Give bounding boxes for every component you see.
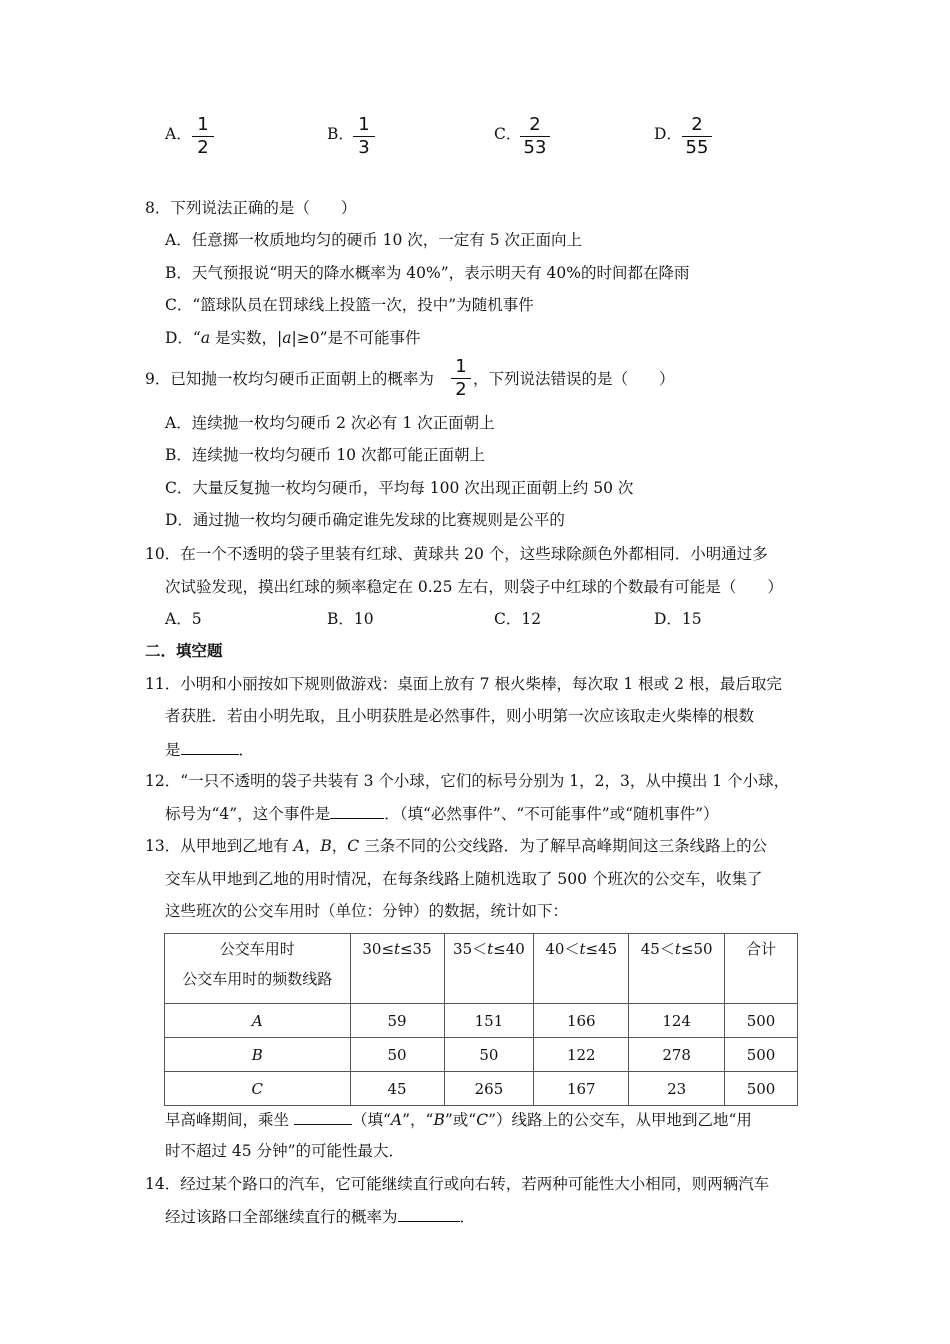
q13-line2: 交车从甲地到乙地的用时情况，在每条线路上随机选取了 500 个班次的公交车，收集了 bbox=[165, 870, 763, 888]
table-cell: 166 bbox=[534, 1004, 629, 1038]
table-cell: 278 bbox=[629, 1038, 725, 1072]
var-t: t bbox=[394, 940, 401, 958]
answer-blank[interactable] bbox=[398, 1205, 460, 1222]
answer-blank[interactable] bbox=[181, 738, 239, 755]
var-t: t bbox=[579, 940, 586, 958]
column-header bbox=[350, 934, 444, 1004]
route-cell: B bbox=[165, 1038, 351, 1072]
denominator: 2 bbox=[455, 379, 467, 400]
route-c: C bbox=[476, 1111, 489, 1129]
frequency-table bbox=[164, 933, 798, 1106]
text: 13．从甲地到乙地有 bbox=[145, 837, 294, 855]
text: 45＜ bbox=[640, 940, 675, 958]
var-a: a bbox=[282, 329, 292, 347]
var-t: t bbox=[674, 940, 681, 958]
q7-option-b-label: B． bbox=[327, 125, 354, 143]
q9-option-c: C．大量反复抛一枚均匀硬币，平均每 100 次出现正面朝上约 50 次 bbox=[165, 479, 634, 497]
denominator: 3 bbox=[358, 137, 370, 158]
text: ， bbox=[304, 837, 321, 855]
text: ”或“ bbox=[444, 1111, 477, 1129]
numerator: 1 bbox=[197, 114, 209, 135]
q10-option-a: A．5 bbox=[165, 610, 202, 628]
text: ． bbox=[459, 1208, 476, 1226]
q13-after-line2: 时不超过 45 分钟”的可能性最大． bbox=[165, 1142, 405, 1160]
q8-option-b: B．天气预报说“明天的降水概率为 40%”，表示明天有 40%的时间都在降雨 bbox=[165, 264, 690, 282]
denominator: 2 bbox=[197, 137, 209, 158]
text: （填“ bbox=[351, 1111, 391, 1129]
table-cell: 45 bbox=[350, 1072, 444, 1106]
total-cell: 500 bbox=[725, 1004, 798, 1038]
text: ≤45 bbox=[585, 940, 618, 958]
q7-option-c-fraction bbox=[520, 115, 550, 158]
q7-option-b-fraction bbox=[353, 115, 375, 158]
text: ≤35 bbox=[400, 940, 432, 958]
total-cell: 500 bbox=[725, 1038, 798, 1072]
text: ， bbox=[331, 837, 348, 855]
table-cell: 167 bbox=[534, 1072, 629, 1106]
route-b: B bbox=[320, 837, 332, 855]
column-header bbox=[534, 934, 629, 1004]
text: ≤40 bbox=[493, 940, 525, 958]
numerator: 2 bbox=[691, 114, 703, 135]
q10-option-b: B．10 bbox=[327, 610, 374, 628]
q13-line3: 这些班次的公交车用时（单位：分钟）的数据，统计如下： bbox=[165, 902, 569, 920]
denominator: 55 bbox=[685, 137, 709, 158]
q11-line3 bbox=[165, 738, 254, 761]
q8-option-a: A．任意掷一枚质地均匀的硬币 10 次，一定有 5 次正面向上 bbox=[165, 231, 582, 249]
text: ．（填“必然事件”、“不可能事件”或“随机事件”） bbox=[384, 805, 719, 823]
table-cell: 151 bbox=[444, 1004, 534, 1038]
denominator: 53 bbox=[523, 137, 547, 158]
text: 35＜ bbox=[453, 940, 488, 958]
table-row bbox=[165, 1004, 798, 1038]
q7-option-a-label: A． bbox=[165, 125, 192, 143]
route-cell: A bbox=[165, 1004, 351, 1038]
corner-top-label: 公交车用时 bbox=[219, 940, 295, 958]
q11-line2: 者获胜．若由小明先取，且小明获胜是必然事件，则小明第一次应该取走火柴棒的根数 bbox=[165, 707, 755, 725]
section-title: 二．填空题 bbox=[145, 641, 223, 660]
q10-option-c: C．12 bbox=[494, 610, 542, 628]
text: ”）线路上的公交车，从甲地到乙地“用 bbox=[488, 1111, 752, 1129]
text: |≥0”是不可能事件 bbox=[291, 329, 421, 347]
q9-option-a: A．连续抛一枚均匀硬币 2 次必有 1 次正面朝上 bbox=[165, 414, 495, 432]
text: 早高峰期间，乘坐 bbox=[165, 1111, 294, 1129]
q9-option-b: B．连续抛一枚均匀硬币 10 次都可能正面朝上 bbox=[165, 446, 485, 464]
text: 40＜ bbox=[545, 940, 580, 958]
text: 三条不同的公交线路．为了解早高峰期间这三条线路上的公 bbox=[359, 837, 768, 855]
var-a: a bbox=[200, 329, 211, 347]
q8-stem: 8．下列说法正确的是（ ） bbox=[145, 199, 357, 217]
numerator: 1 bbox=[455, 356, 467, 377]
table-cell: 23 bbox=[629, 1072, 725, 1106]
table-cell: 50 bbox=[444, 1038, 534, 1072]
column-header-total bbox=[725, 934, 798, 1004]
route-b: B bbox=[433, 1111, 445, 1129]
q10-line1: 10．在一个不透明的袋子里装有红球、黄球共 20 个，这些球除颜色外都相同．小明通过多 bbox=[145, 545, 768, 563]
total-cell: 500 bbox=[725, 1072, 798, 1106]
route-c: C bbox=[347, 837, 360, 855]
q8-option-d bbox=[165, 327, 421, 349]
text: ≤50 bbox=[680, 940, 713, 958]
route-a: A bbox=[293, 837, 305, 855]
q14-line1: 14．经过某个路口的汽车，它可能继续直行或向右转，若两种可能性大小相同，则两辆汽车 bbox=[145, 1175, 770, 1193]
q13-after-line1 bbox=[165, 1108, 752, 1131]
answer-blank[interactable] bbox=[294, 1108, 352, 1125]
answer-blank[interactable] bbox=[330, 802, 384, 819]
text: 是实数，| bbox=[210, 329, 283, 347]
q12-line2 bbox=[165, 802, 719, 825]
q7-option-d-label: D． bbox=[654, 125, 682, 143]
table-header-row bbox=[165, 934, 798, 1004]
q9-option-d: D．通过抛一枚均匀硬币确定谁先发球的比赛规则是公平的 bbox=[165, 511, 565, 529]
q9-stem-end: ，下列说法错误的是（ ） bbox=[473, 370, 675, 388]
text: ． bbox=[238, 741, 255, 759]
var-t: t bbox=[487, 940, 494, 958]
text: D．“ bbox=[165, 329, 201, 347]
table-cell: 122 bbox=[534, 1038, 629, 1072]
table-cell: 124 bbox=[629, 1004, 725, 1038]
q11-line1: 11．小明和小丽按如下规则做游戏：桌面上放有 7 根火柴棒，每次取 1 根或 2 根，最后取完 bbox=[145, 675, 782, 693]
text: 30≤ bbox=[362, 940, 395, 958]
route-cell: C bbox=[165, 1072, 351, 1106]
column-header bbox=[444, 934, 534, 1004]
q9-stem-start: 9．已知抛一枚均匀硬币正面朝上的概率为 bbox=[145, 370, 434, 388]
corner-bottom-label: 公交车用时的频数线路 bbox=[182, 970, 333, 988]
q13-line1 bbox=[145, 835, 767, 857]
q7-option-a-fraction bbox=[192, 115, 214, 158]
text: 经过该路口全部继续直行的概率为 bbox=[165, 1208, 398, 1226]
text: 标号为“4”，这个事件是 bbox=[165, 805, 331, 823]
table-cell: 59 bbox=[350, 1004, 444, 1038]
column-header bbox=[629, 934, 725, 1004]
table-cell: 50 bbox=[350, 1038, 444, 1072]
table-row bbox=[165, 1038, 798, 1072]
q14-line2 bbox=[165, 1205, 475, 1228]
q7-option-c-label: C． bbox=[494, 125, 522, 143]
q8-option-c: C．“篮球队员在罚球线上投篮一次，投中”为随机事件 bbox=[165, 296, 534, 314]
numerator: 2 bbox=[529, 114, 541, 135]
route-a: A bbox=[390, 1111, 403, 1129]
q9-fraction bbox=[451, 357, 471, 400]
q7-option-d-fraction bbox=[682, 115, 712, 158]
q10-option-d: D．15 bbox=[654, 610, 702, 628]
q12-line1: 12．“一只不透明的袋子共装有 3 个小球，它们的标号分别为 1，2，3，从中摸出 1 个小球， bbox=[145, 772, 790, 790]
text: ”，“ bbox=[402, 1111, 434, 1129]
table-row bbox=[165, 1072, 798, 1106]
table-cell: 265 bbox=[444, 1072, 534, 1106]
q10-line2: 次试验发现，摸出红球的频率稳定在 0.25 左右，则袋子中红球的个数最有可能是（ ） bbox=[165, 578, 783, 596]
text: 是 bbox=[165, 741, 181, 759]
text: 合计 bbox=[746, 940, 777, 958]
table-corner-cell bbox=[165, 934, 351, 1004]
numerator: 1 bbox=[358, 114, 370, 135]
